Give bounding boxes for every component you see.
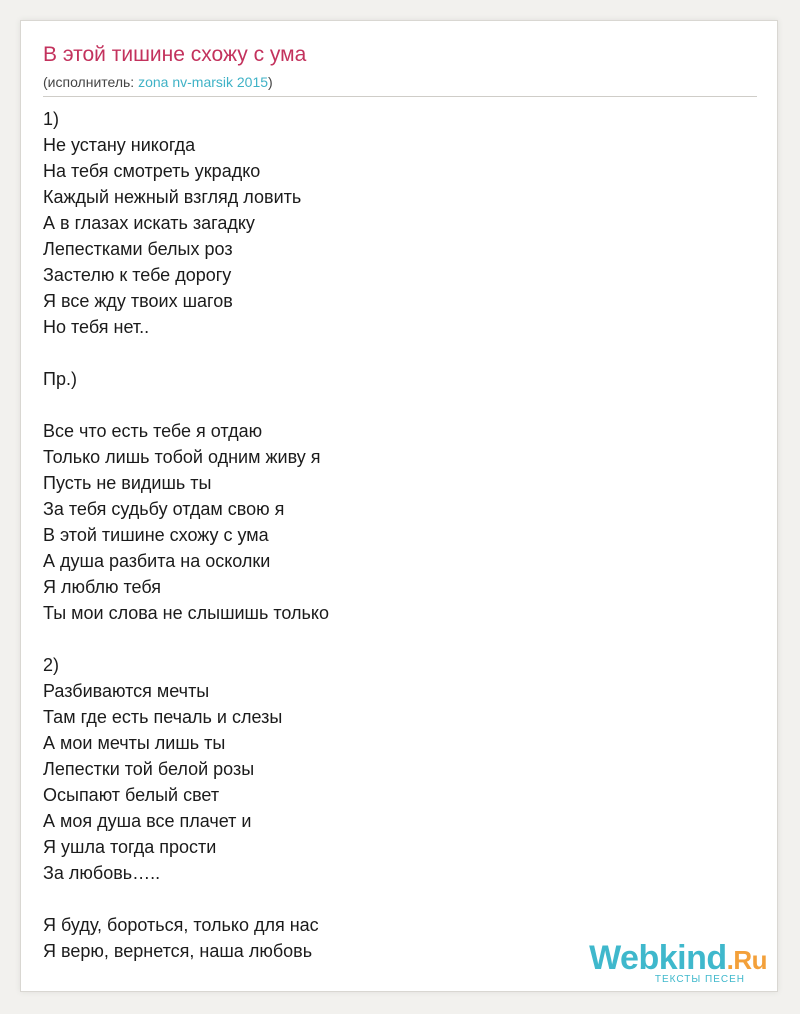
logo-tagline: ТЕКСТЫ ПЕСЕН xyxy=(654,974,745,985)
lyric-line xyxy=(43,626,329,652)
lyric-line: Пусть не видишь ты xyxy=(43,473,212,493)
lyric-line: Разбиваются мечты xyxy=(43,681,210,701)
lyrics-card xyxy=(20,20,778,992)
lyric-line: За любовь….. xyxy=(43,863,161,883)
lyric-line: На тебя смотреть украдко xyxy=(43,161,261,181)
subtitle-prefix: (исполнитель: xyxy=(43,74,139,90)
lyrics-text xyxy=(43,106,329,964)
lyric-line: А душа разбита на осколки xyxy=(43,551,271,571)
lyric-line: 1) xyxy=(43,109,60,129)
lyric-line: Каждый нежный взгляд ловить xyxy=(43,187,302,207)
lyric-line: Застелю к тебе дорогу xyxy=(43,265,232,285)
subtitle-suffix: ) xyxy=(268,74,273,90)
lyric-line: Я буду, бороться, только для нас xyxy=(43,915,319,935)
lyric-line: В этой тишине схожу с ума xyxy=(43,525,269,545)
artist-link[interactable]: zona nv-marsik 2015 xyxy=(138,74,269,90)
lyric-line: А моя душа все плачет и xyxy=(43,811,252,831)
title-divider xyxy=(43,96,757,97)
lyric-line xyxy=(43,340,329,366)
logo-wordmark xyxy=(589,941,767,977)
lyric-line: Пр.) xyxy=(43,369,77,389)
lyric-line: Я верю, вернется, наша любовь xyxy=(43,941,313,961)
lyric-line xyxy=(43,392,329,418)
song-subtitle xyxy=(43,74,273,90)
lyric-line: Но тебя нет.. xyxy=(43,317,150,337)
song-title: В этой тишине схожу с ума xyxy=(43,43,307,66)
logo-name: Webkind xyxy=(589,939,727,977)
lyric-line: Ты мои слова не слышишь только xyxy=(43,603,330,623)
lyric-line: Все что есть тебе я отдаю xyxy=(43,421,263,441)
lyric-line: За тебя судьбу отдам свою я xyxy=(43,499,285,519)
lyric-line: Только лишь тобой одним живу я xyxy=(43,447,321,467)
lyric-line: Я ушла тогда прости xyxy=(43,837,217,857)
lyric-line: Я все жду твоих шагов xyxy=(43,291,233,311)
lyric-line xyxy=(43,886,329,912)
lyric-line: Не устану никогда xyxy=(43,135,196,155)
logo-tld: .Ru xyxy=(726,945,767,975)
lyric-line: Осыпают белый свет xyxy=(43,785,220,805)
lyric-line: А в глазах искать загадку xyxy=(43,213,255,233)
lyric-line: А мои мечты лишь ты xyxy=(43,733,226,753)
lyric-line: 2) xyxy=(43,655,60,675)
lyric-line: Там где есть печаль и слезы xyxy=(43,707,283,727)
lyric-line: Лепестки той белой розы xyxy=(43,759,255,779)
lyric-line: Лепестками белых роз xyxy=(43,239,233,259)
lyric-line: Я люблю тебя xyxy=(43,577,162,597)
site-logo[interactable] xyxy=(589,941,767,985)
